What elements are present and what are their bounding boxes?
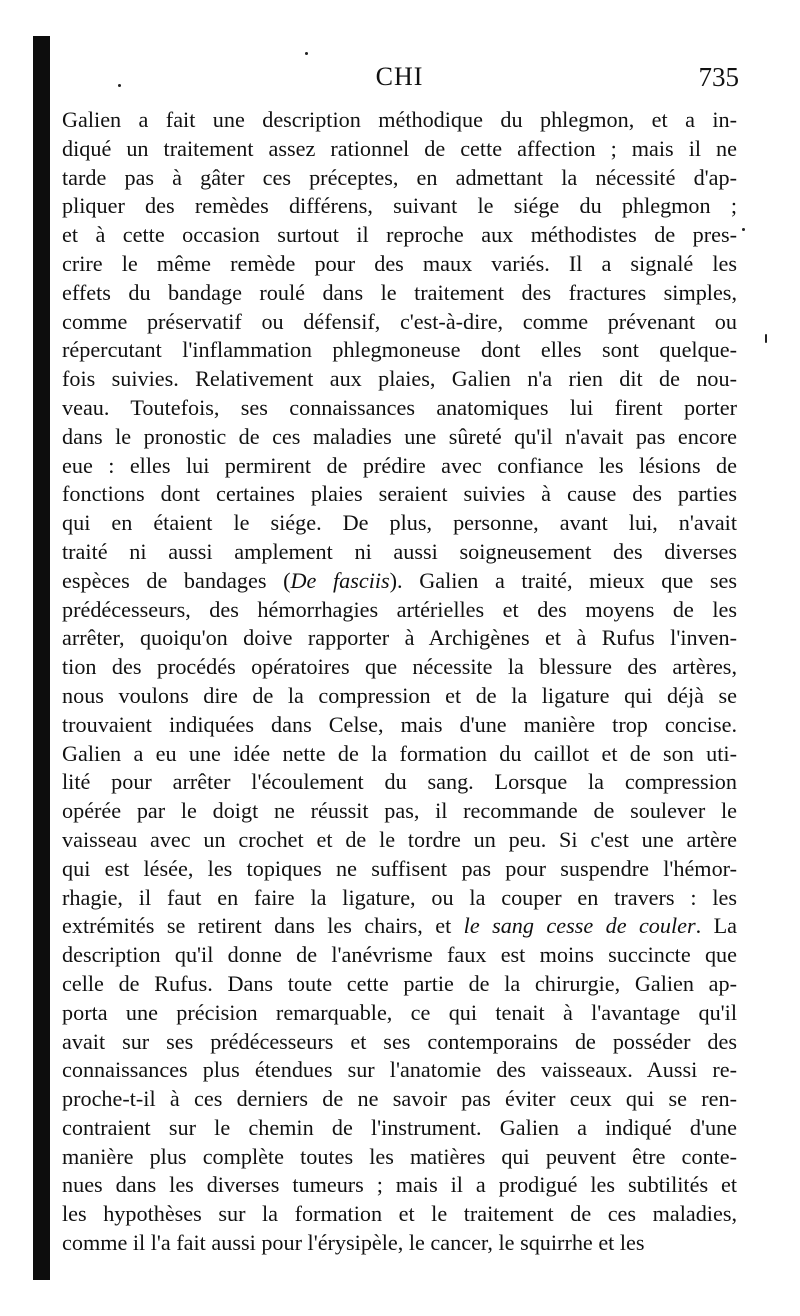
text-line: comme il l'a fait aussi pour l'érysipèle, le cancer, le squirrhe et les [62, 1230, 645, 1256]
text-line: vaisseau avec un crochet et de le tordre un peu. Si c'est une artère [62, 826, 737, 852]
ink-speck [742, 228, 745, 231]
text-line: connaissances plus étendues sur l'anatomie des vaisseaux. Aussi re- [62, 1057, 737, 1083]
text-line: diqué un traitement assez rationnel de cette affection ; mais il ne [62, 135, 737, 161]
text-line: effets du bandage roulé dans le traitement des fractures simples, [62, 279, 737, 305]
text-line: pliquer des remèdes différens, suivant le siége du phlegmon ; [62, 193, 737, 219]
text-line-with-italic [62, 912, 737, 941]
text-line: crire le même remède pour des maux variés. Il a signalé les [62, 250, 737, 276]
text-line: dans le pronostic de ces maladies une sûreté qu'il n'avait pas encore [62, 423, 737, 449]
text-line: eue : elles lui permirent de prédire avec confiance les lésions de [62, 452, 737, 478]
text-line: manière plus complète toutes les matières qui peuvent être conte- [62, 1143, 737, 1169]
text-line: nous voulons dire de la compression et de la ligature qui déjà se [62, 682, 737, 708]
book-page [62, 62, 737, 1258]
text-line: opérée par le doigt ne réussit pas, il recommande de soulever le [62, 798, 737, 824]
text-line: qui est lésée, les topiques ne suffisent pas pour suspendre l'hémor- [62, 855, 737, 881]
text-line: fonctions dont certaines plaies seraient suivies à cause des parties [62, 481, 737, 507]
text-line: trouvaient indiquées dans Celse, mais d'une manière trop concise. [62, 711, 737, 737]
page-number: 735 [698, 62, 739, 92]
text-line: lité pour arrêter l'écoulement du sang. Lorsque la compression [62, 769, 737, 795]
italic-phrase: le sang cesse de couler [463, 913, 696, 939]
text-line: comme préservatif ou défensif, c'est-à-dire, comme prévenant ou [62, 308, 737, 334]
text-line: avait sur ses prédécesseurs et ses contemporains de posséder des [62, 1028, 737, 1054]
text-line: les hypothèses sur la formation et le traitement de ces maladies, [62, 1201, 737, 1227]
text-line: contraient sur le chemin de l'instrument. Galien a indiqué d'une [62, 1114, 737, 1140]
book-binding-edge [33, 36, 50, 1280]
text-line: porta une précision remarquable, ce qui tenait à l'avantage qu'il [62, 999, 737, 1025]
ink-speck [305, 52, 308, 55]
text-line: et à cette occasion surtout il reproche aux méthodistes de pres- [62, 222, 737, 248]
text-line: traité ni aussi amplement ni aussi soigneusement des diverses [62, 538, 737, 564]
text-line: tarde pas à gâter ces préceptes, en admettant la nécessité d'ap- [62, 164, 737, 190]
text-line: rhagie, il faut en faire la ligature, ou la couper en travers : les [62, 884, 737, 910]
text-line: tion des procédés opératoires que nécessite la blessure des artères, [62, 654, 737, 680]
text-line: prédécesseurs, des hémorrhagies artérielles et des moyens de les [62, 596, 737, 622]
text-run: . La [695, 913, 737, 939]
text-line: répercutant l'inflammation phlegmoneuse dont elles sont quelque- [62, 337, 737, 363]
text-line-with-italic [62, 567, 737, 596]
body-text [62, 106, 737, 1258]
running-title: CHI [375, 62, 424, 91]
running-head [62, 62, 737, 102]
ink-speck [765, 334, 767, 343]
italic-title-de-fasciis: De fasciis [290, 567, 390, 593]
text-run: espèces de bandages ( [62, 567, 291, 593]
text-line: nues dans les diverses tumeurs ; mais il a prodigué les subtilités et [62, 1172, 737, 1198]
text-line: proche-t-il à ces derniers de ne savoir pas éviter ceux qui se ren- [62, 1086, 737, 1112]
text-line: Galien a fait une description méthodique du phlegmon, et a in- [62, 107, 737, 132]
text-line: description qu'il donne de l'anévrisme faux est moins succincte que [62, 942, 737, 968]
text-line: veau. Toutefois, ses connaissances anatomiques lui firent porter [62, 394, 737, 420]
text-line: Galien a eu une idée nette de la formation du caillot et de son uti- [62, 740, 737, 766]
text-line: arrêter, quoiqu'on doive rapporter à Archigènes et à Rufus l'inven- [62, 625, 737, 651]
text-run: extrémités se retirent dans les chairs, et [62, 913, 464, 939]
text-line: fois suivies. Relativement aux plaies, Galien n'a rien dit de nou- [62, 366, 737, 392]
text-line: celle de Rufus. Dans toute cette partie de la chirurgie, Galien ap- [62, 970, 737, 996]
text-run: ). Galien a traité, mieux que ses [389, 567, 737, 593]
text-line: qui en étaient le siége. De plus, personne, avant lui, n'avait [62, 510, 737, 536]
